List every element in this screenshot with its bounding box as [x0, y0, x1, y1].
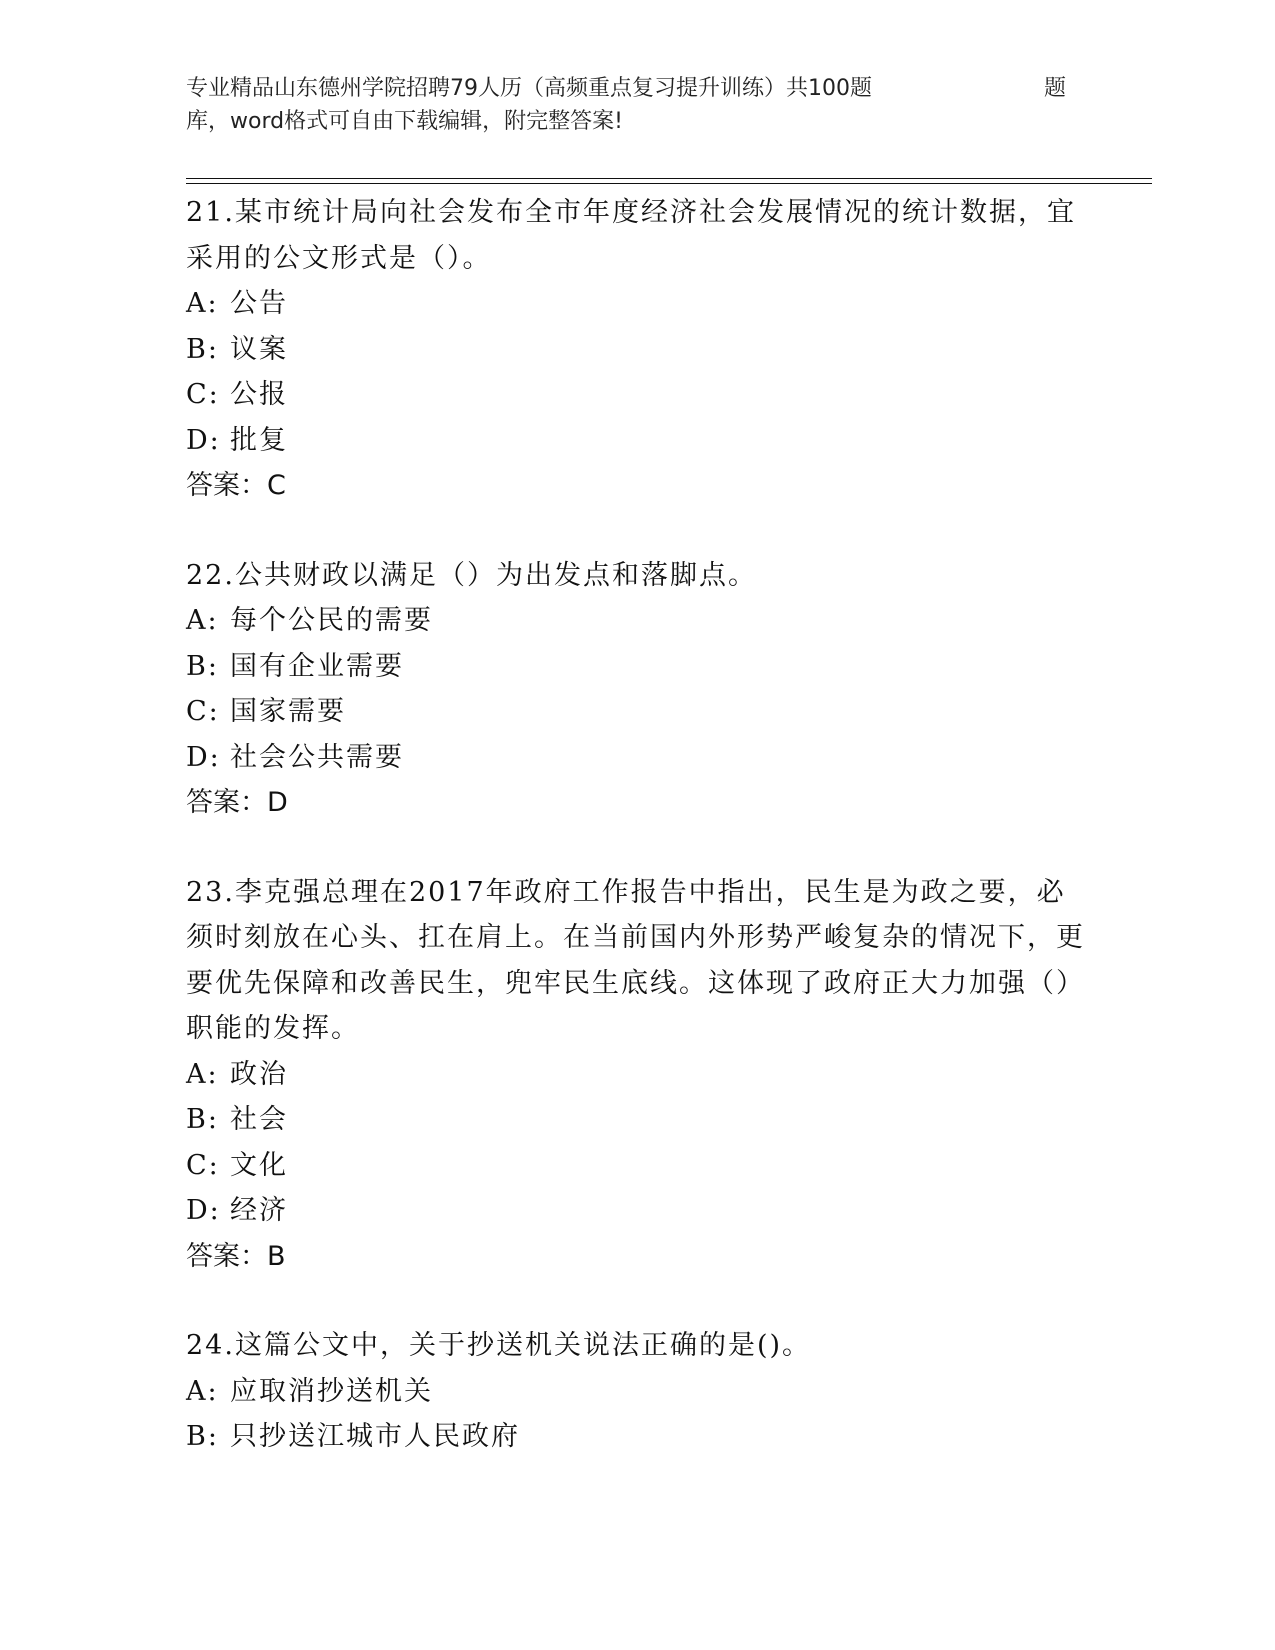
- header-rule-bottom: [186, 183, 1152, 184]
- option-b: [186, 644, 1086, 690]
- question-23: [186, 870, 1086, 1280]
- question-22: [186, 553, 1086, 826]
- option-d: [186, 1188, 1086, 1234]
- option-text: 政治: [230, 1058, 288, 1090]
- option-key: B:: [186, 1421, 219, 1452]
- answer-line: 答案：B: [186, 1240, 286, 1272]
- option-key: B:: [186, 650, 219, 682]
- answer-line: 答案：C: [186, 470, 286, 501]
- option-text: 社会公共需要: [230, 741, 404, 773]
- option-a: [186, 1052, 1086, 1098]
- option-key: B:: [186, 1104, 219, 1135]
- question-24: [186, 1323, 1086, 1460]
- header-title-text: 专业精品山东德州学院招聘79人历（高频重点复习提升训练）共100题: [186, 76, 872, 101]
- question-text: 21.某市统计局向社会发布全市年度经济社会发展情况的统计数据，宜采用的公文形式是（）。: [186, 197, 1076, 274]
- option-b: [186, 1097, 1086, 1143]
- option-a: [186, 598, 1086, 644]
- option-a: [186, 281, 1086, 327]
- question-text: 24.这篇公文中，关于抄送机关说法正确的是()。: [186, 1330, 812, 1361]
- option-d: [186, 735, 1086, 781]
- header-line-1: [186, 72, 1076, 105]
- option-text: 批复: [230, 424, 288, 456]
- question-list: [186, 190, 1086, 1504]
- option-text: 经济: [230, 1195, 288, 1226]
- option-key: C:: [186, 696, 220, 727]
- option-text: 社会: [230, 1104, 288, 1135]
- answer-line: 答案：D: [186, 787, 288, 818]
- option-key: C:: [186, 1149, 220, 1181]
- option-text: 国家需要: [230, 696, 346, 727]
- option-text: 应取消抄送机关: [230, 1375, 433, 1407]
- option-key: A:: [186, 1375, 219, 1407]
- option-c: [186, 372, 1086, 418]
- option-d: [186, 418, 1086, 464]
- option-key: A:: [186, 605, 219, 636]
- option-text: 国有企业需要: [230, 650, 404, 682]
- header-line-2: 库，word格式可自由下载编辑，附完整答案!: [186, 109, 623, 134]
- option-c: [186, 1143, 1086, 1189]
- option-c: [186, 689, 1086, 735]
- option-key: B:: [186, 333, 219, 365]
- header-title-right: 题: [1044, 76, 1067, 101]
- option-b: [186, 327, 1086, 373]
- option-key: A:: [186, 288, 219, 319]
- header-rule-top: [186, 178, 1152, 179]
- option-b: [186, 1414, 1086, 1460]
- option-text: 公告: [230, 288, 288, 319]
- option-text: 公报: [230, 379, 288, 410]
- question-text: 23.李克强总理在2017年政府工作报告中指出，民生是为政之要，必须时刻放在心头、扛在肩上。在当前国内外形势严峻复杂的情况下，更要优先保障和改善民生，兜牢民生底线。这体现了政府正大力加强（）职能的发挥。: [186, 876, 1085, 1044]
- document-header: [186, 72, 1076, 138]
- option-key: D:: [186, 424, 221, 456]
- question-text: 22.公共财政以满足（）为出发点和落脚点。: [186, 559, 757, 591]
- option-text: 只抄送江城市人民政府: [230, 1421, 520, 1452]
- option-key: A:: [186, 1058, 219, 1090]
- option-key: D:: [186, 741, 221, 773]
- option-key: D:: [186, 1195, 221, 1226]
- option-key: C:: [186, 379, 220, 410]
- option-text: 文化: [230, 1149, 288, 1181]
- question-21: [186, 190, 1086, 509]
- option-text: 议案: [230, 333, 288, 365]
- option-a: [186, 1369, 1086, 1415]
- option-text: 每个公民的需要: [230, 605, 433, 636]
